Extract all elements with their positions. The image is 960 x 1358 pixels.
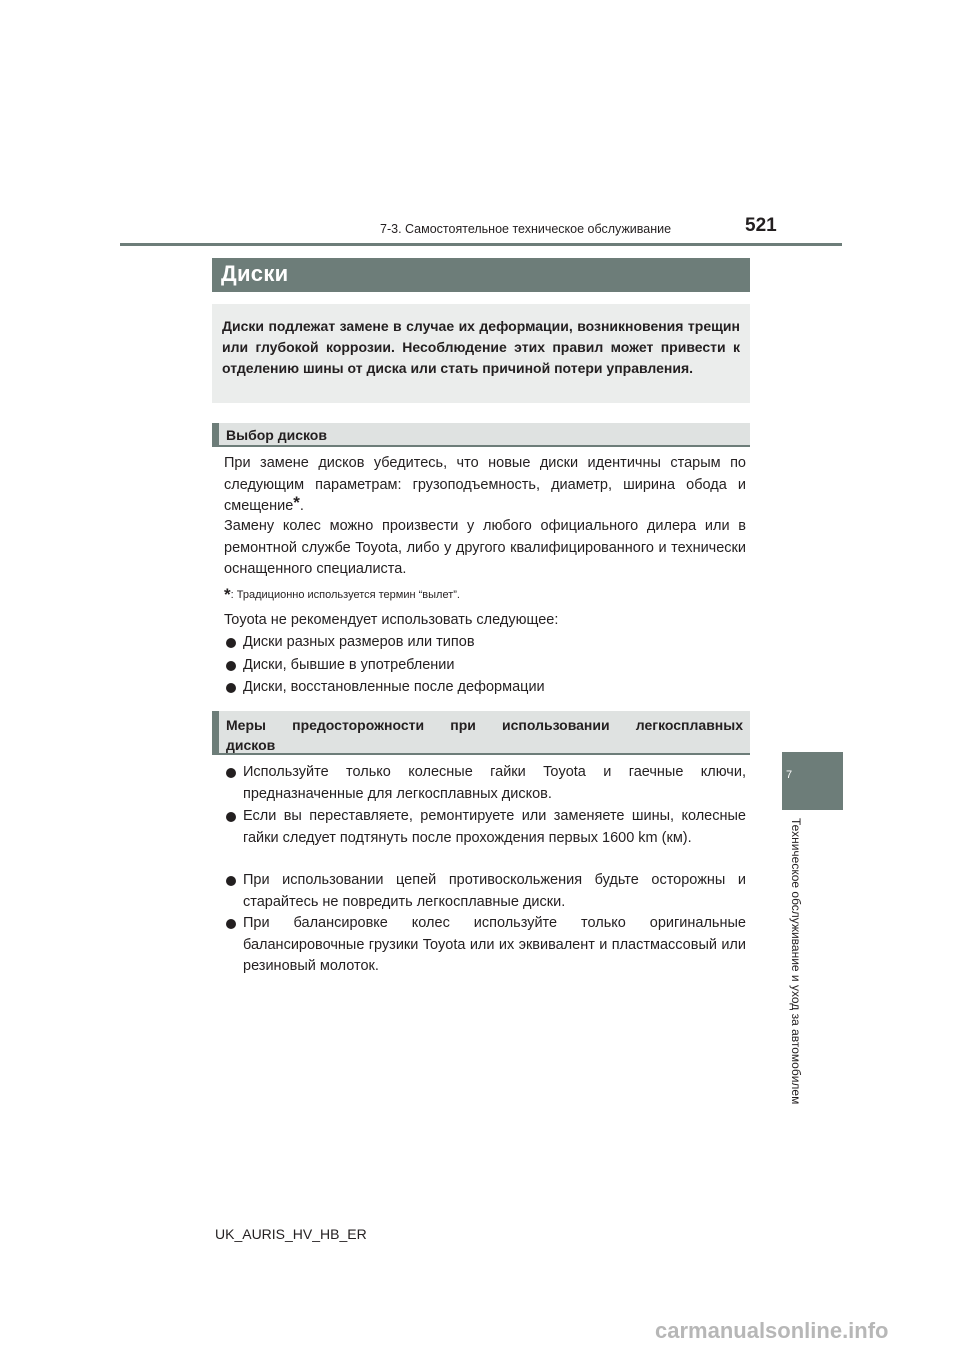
watermark: carmanualsonline.info [655,1318,889,1343]
section-heading-wheel-selection [212,423,750,447]
section1-paragraph-1 [224,453,746,518]
page-number: 521 [745,215,777,236]
para2-text: Замену колес можно произвести у любого официального дилера или в ремонтной службе Toyota, либо у другого квалифицированного и технически оснащенного специалиста. [224,518,746,578]
list-item-text: Диски, восстановленные после деформации [243,679,545,695]
list-item [224,632,746,654]
footnote-star: * [224,585,231,604]
section-heading-marker [212,711,219,755]
section-heading-line-2: дисков [226,737,276,753]
list-item-text: При балансировке колес используйте только оригинальные балансировочные грузики Toyota или их эквивалент и пластмассовый или резиновый молоток. [243,915,746,975]
list-item-text: При использовании цепей противоскольжения будьте осторожны и старайтесь не повредить легкосплавные диски. [243,872,746,910]
header-section-title: 7-3. Самостоятельное техническое обслуживание [380,222,672,236]
bullet-icon [226,919,236,929]
list-item-text: Диски, бывшие в употреблении [243,657,455,673]
document-code: UK_AURIS_HV_HB_ER [215,1226,367,1242]
section-heading-text [226,715,743,755]
list-item-text: Если вы переставляете, ремонтируете или заменяете шины, колесные гайки следует подтянуть после прохождения первых 1600 km (км). [243,808,746,846]
intro-text: Диски подлежат замене в случае их деформации, возникновения трещин или глубокой коррозии. Несоблюдение этих правил может привести к отделению шины от диска или стать причиной потери управления. [222,318,740,376]
para1-end: . [299,498,304,515]
lead-text: Toyota не рекомендует использовать следующее: [224,612,559,628]
footnote [224,585,460,605]
chapter-label [787,818,807,1118]
list-item [224,806,746,849]
bullet-icon [226,812,236,822]
section-heading-line-1: Меры предосторожности при использовании легкосплавных [226,717,743,733]
para1-text: При замене дисков убедитесь, что новые диски идентичны старым по следующим параметрам: грузоподъемность, диаметр, ширина обода и смещение [224,455,746,515]
list-item-text: Используйте только колесные гайки Toyota и гаечные ключи, предназначенные для легкосплавных дисков. [243,764,746,802]
list-item [224,677,746,699]
section-heading-text: Выбор дисков [226,427,327,443]
chapter-tab [782,752,843,810]
chapter-number: 7 [786,769,793,781]
list-item [224,913,746,978]
bullet-icon [226,876,236,886]
section1-lead [224,610,746,632]
intro-box [212,304,750,403]
section-heading-marker [212,423,219,447]
list-item-text: Диски разных размеров или типов [243,634,475,650]
section-heading-alloy-precautions [212,711,750,755]
bullet-icon [226,638,236,648]
list-item [224,762,746,805]
page-title: Диски [221,261,289,286]
footnote-text: : Традиционно используется термин “вылет”. [230,589,460,601]
bullet-icon [226,683,236,693]
header-divider [120,243,842,246]
list-item [224,870,746,913]
footnote-marker: * [293,493,300,513]
chapter-label-text: Техническое обслуживание и уход за автомобилем [789,818,803,1105]
section1-paragraph-2 [224,516,746,581]
bullet-icon [226,768,236,778]
title-bar [212,258,750,292]
list-item [224,655,746,677]
bullet-icon [226,661,236,671]
